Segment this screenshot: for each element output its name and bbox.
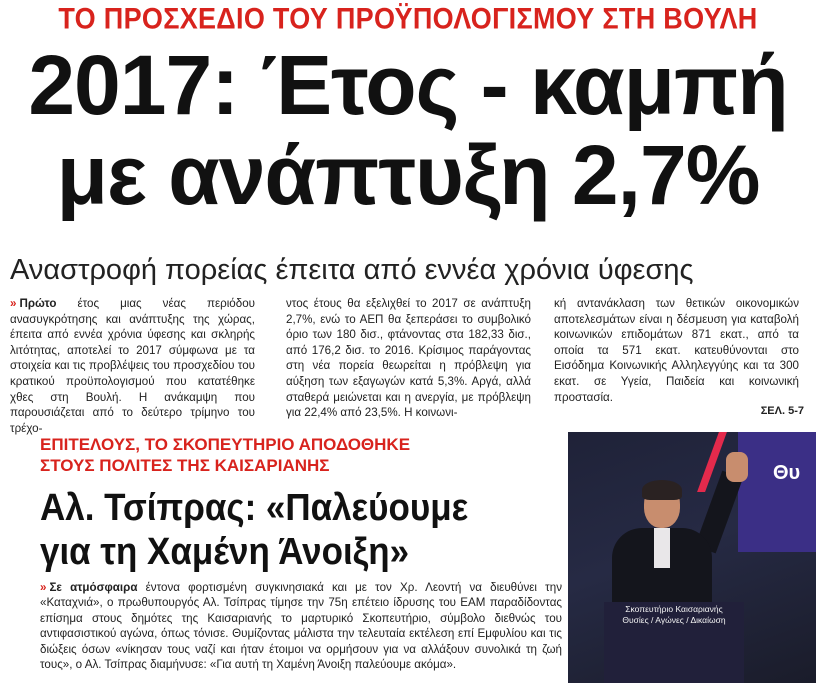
article-2-headline	[40, 486, 468, 574]
speaker-photo	[568, 432, 816, 683]
page-reference: ΣΕΛ. 5-7	[760, 405, 804, 417]
speaker-shirt	[654, 528, 670, 568]
article-2-headline-line-1: Αλ. Τσίπρας: «Παλεύουμε	[40, 487, 469, 529]
article-2-headline-line-2: για τη Χαμένη Άνοιξη»	[40, 531, 410, 573]
raised-hand	[726, 452, 748, 482]
article-2-kicker-line-1: ΕΠΙΤΕΛΟΥΣ, ΤΟ ΣΚΟΠΕΥΤΗΡΙΟ ΑΠΟΔΟΘΗΚΕ	[40, 435, 411, 454]
arrow-marker-icon: »	[10, 297, 17, 310]
article-1-column-3: κή αντανάκλαση των θετικών οικονομικών αποτελεσμάτων είναι η δέσμευση για καταβολή κοινωνικών επιδομάτων 871 εκατ., από τα οποία τα 571 εκατ. κατευθύνονται στο Εισόδημα Κοινωνικής Αλληλεγγύης και τα 300 εκατ. σε Υγεία, Παιδεία και κοινωνική προστασία.	[554, 297, 799, 404]
speaker-hair	[642, 480, 682, 500]
article-1-text-1: έτος μιας νέας περιόδου ανασυγκρότησης και ανάπτυξης της χώρας, έπειτα από εννέα χρόνια ύφεσης και σκληρής λιτότητας, αποτελεί το 2017 σύμφωνα με τα στοιχεία και τις προβλέψεις του προσχεδίου του κρατικού προϋπολογισμού που κατατέθηκε χθες στη Βουλή. Η ανάκαμψη που παρουσιάζεται από το δεύτερο τρίμηνο του τρέχο-	[10, 297, 255, 435]
podium-sign-line-2: Θυσίες / Αγώνες / Δικαίωση	[622, 615, 726, 625]
subheadline: Αναστροφή πορείας έπειτα από εννέα χρόνια ύφεσης	[10, 254, 694, 286]
top-kicker: ΤΟ ΠΡΟΣΧΕΔΙΟ ΤΟΥ ΠΡΟΫΠΟΛΟΓΙΣΜΟΥ ΣΤΗ ΒΟΥΛΗ	[58, 2, 758, 36]
article-1-lead: Πρώτο	[19, 297, 57, 310]
article-2-kicker	[40, 434, 410, 476]
article-2-body	[40, 580, 562, 672]
article-2-lead: Σε ατμόσφαιρα	[49, 581, 138, 594]
article-1-column-2: ντος έτους θα εξελιχθεί το 2017 σε ανάπτυξη 2,7%, ενώ το ΑΕΠ θα ξεπεράσει το συμβολικό όριο των 180 δισ., φτάνοντας στα 182,33 δισ., από 176,2 δισ. το 2016. Κρίσιμος παράγοντας στη νέα πορεία θεωρείται η πρόβλεψη για αύξηση των εξαγωγών κατά 5,3%. Αργά, αλλά σταθερά μειώνεται και η ανεργία, με πρόβλεψη για 22,4% από 23,5%. Η κοινωνι-	[286, 297, 531, 420]
podium-sign-line-1: Σκοπευτήριο Καισαριανής	[625, 604, 723, 614]
background-screen	[738, 432, 816, 552]
headline-line-2: με ανάπτυξη 2,7%	[56, 128, 760, 222]
article-1-column-1	[10, 296, 255, 436]
podium-sign	[608, 604, 740, 626]
article-2-kicker-line-2: ΣΤΟΥΣ ΠΟΛΙΤΕΣ ΤΗΣ ΚΑΙΣΑΡΙΑΝΗΣ	[40, 456, 330, 475]
headline-line-1: 2017: Έτος - καμπή	[28, 38, 788, 132]
screen-text: Θυ	[773, 462, 801, 484]
main-headline	[0, 40, 816, 220]
arrow-marker-icon: »	[40, 581, 47, 594]
article-2-text: έντονα φορτισμένη συγκινησιακά και με τον Χρ. Λεοντή να διευθύνει την «Καταχνιά», ο πρωθυπουργός Αλ. Τσίπρας τίμησε την 75η επέτειο ίδρυσης του ΕΑΜ παραδίδοντας επίσημα στους δημότες της Καισαριανής το μαρτυρικό Σκοπευτήριο, σύμβολο διεθνώς του αντιφασιστικού αγώνα, όπως τόνισε. Θυμίζοντας μάλιστα την τελευταία εκτέλεση επί Εμφυλίου και τις διώξεις όσων «νίκησαν τους ναζί και ήταν έτοιμοι να ορμήσουν για να αλλάξουν συνολικά τη ζωή τους», ο Αλ. Τσίπρας διαμήνυσε: «Για αυτή τη Χαμένη Άνοιξη παλεύουμε ακόμα».	[40, 581, 563, 672]
